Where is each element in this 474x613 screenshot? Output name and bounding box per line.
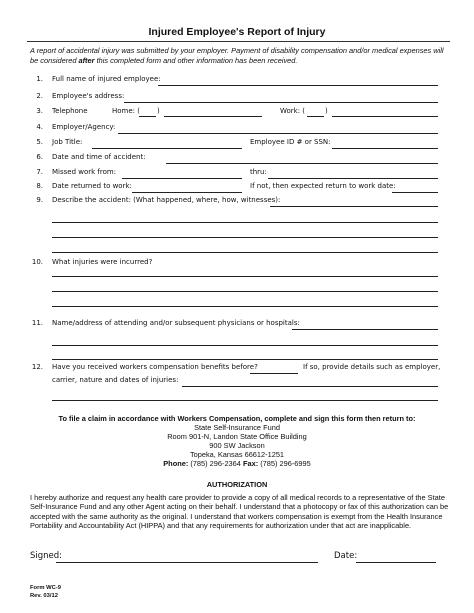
q3-work-number[interactable] xyxy=(332,116,438,117)
q7-number: 7. xyxy=(36,168,43,176)
intro-emphasis: after xyxy=(78,56,95,65)
fax-label: Fax: xyxy=(242,459,259,468)
q10-number: 10. xyxy=(31,258,43,266)
q9-number: 9. xyxy=(36,196,43,204)
q5-id-label: Employee ID # or SSN: xyxy=(250,138,331,146)
q11-input-line-3[interactable] xyxy=(52,359,438,360)
q11-label: Name/address of attending and/or subsequent physicians or hospitals: xyxy=(52,319,300,327)
q4-input-line[interactable] xyxy=(118,133,438,134)
q11-input-line-1[interactable] xyxy=(292,329,438,330)
q10-input-line-2[interactable] xyxy=(52,291,438,292)
q9-input-line-2[interactable] xyxy=(52,222,438,223)
q12-input-line-2[interactable] xyxy=(52,400,438,401)
return-address-line-4: Topeka, Kansas 66612-1251 xyxy=(189,450,285,459)
q6-number: 6. xyxy=(36,153,43,161)
return-address-line-3: 900 SW Jackson xyxy=(209,441,265,450)
q11-number: 11. xyxy=(31,319,43,327)
q5-id-input-line[interactable] xyxy=(332,148,438,149)
return-address-line-1: State Self-Insurance Fund xyxy=(194,423,280,432)
q10-input-line-1[interactable] xyxy=(52,276,438,277)
q4-label: Employer/Agency: xyxy=(52,123,116,131)
revision-date: Rev. 03/12 xyxy=(30,593,58,599)
q5-job-title-line[interactable] xyxy=(92,148,242,149)
q1-label: Full name of injured employee: xyxy=(52,75,161,83)
q8-return-date-line[interactable] xyxy=(132,192,242,193)
q12-yes-no-line[interactable] xyxy=(250,373,298,374)
q8-expected-date-line[interactable] xyxy=(392,192,438,193)
q3-work-label: Work: ( xyxy=(280,107,306,115)
q3-home-area-code[interactable] xyxy=(139,116,156,117)
q3-home-number[interactable] xyxy=(164,116,262,117)
q9-input-line-4[interactable] xyxy=(52,252,438,253)
return-instruction: To file a claim in accordance with Workers Compensation, complete and sign this form then return to: xyxy=(58,414,416,423)
return-address-line-2: Room 901-N, Landon State Office Building xyxy=(167,432,307,441)
title-divider xyxy=(27,41,450,42)
q6-input-line[interactable] xyxy=(166,163,438,164)
form-title: Injured Employee's Report of Injury xyxy=(148,26,326,38)
q12-label-line2: carrier, nature and dates of injuries: xyxy=(52,376,179,384)
authorization-text: I hereby authorize and request any health care provider to provide a copy of all medical records to a representative of the State Self-Insurance Fund and any other Agent acting on their behalf. I understand that a photocopy or fax of this authorization can be accepted with the same authority as the original. I understand that workers compensation is exempt from the Health Insurance Portability and Accountability Act (HIPPA) and that any requirements for authorization under that act are inapplicable. xyxy=(30,493,449,531)
phone-number: (785) 296-2364 xyxy=(188,459,243,468)
intro-part2: this completed form and other information has been received. xyxy=(94,56,298,65)
signature-line[interactable] xyxy=(56,562,318,563)
q3-work-area-code[interactable] xyxy=(307,116,324,117)
q7-thru-label: thru: xyxy=(250,168,267,176)
q10-input-line-3[interactable] xyxy=(52,306,438,307)
q6-label: Date and time of accident: xyxy=(52,153,146,161)
q3-work-close: ) xyxy=(325,107,328,115)
date-label: Date: xyxy=(334,551,358,561)
q12-number: 12. xyxy=(31,363,43,371)
phone-label: Phone: xyxy=(163,459,189,468)
q8-number: 8. xyxy=(36,182,43,190)
q9-input-line-3[interactable] xyxy=(52,237,438,238)
intro-text xyxy=(30,46,450,66)
q3-number: 3. xyxy=(36,107,43,115)
q3-home-label: Home: ( xyxy=(112,107,140,115)
q11-input-line-2[interactable] xyxy=(52,345,438,346)
q9-input-line-1[interactable] xyxy=(270,206,438,207)
q12-input-line-1[interactable] xyxy=(182,386,438,387)
q2-number: 2. xyxy=(36,92,43,100)
q1-input-line[interactable] xyxy=(158,85,438,86)
signed-label: Signed: xyxy=(30,551,63,561)
date-line[interactable] xyxy=(356,562,436,563)
authorization-heading: AUTHORIZATION xyxy=(206,480,268,489)
q8-if-not-label: If not, then expected return to work date: xyxy=(250,182,396,190)
q12-if-so-label: If so, provide details such as employer, xyxy=(303,363,441,371)
q2-label: Employee's address: xyxy=(52,92,125,100)
q4-number: 4. xyxy=(36,123,43,131)
q3-home-close: ) xyxy=(157,107,160,115)
q10-label: What injuries were incurred? xyxy=(52,258,153,266)
q3-label: Telephone xyxy=(52,107,88,115)
q5-number: 5. xyxy=(36,138,43,146)
form-number: Form WC-9 xyxy=(30,585,61,591)
q7-thru-line[interactable] xyxy=(268,178,438,179)
q12-label: Have you received workers compensation benefits before? xyxy=(52,363,258,371)
q9-label: Describe the accident: (What happened, where, how, witnesses): xyxy=(52,196,281,204)
q8-label: Date returned to work: xyxy=(52,182,132,190)
q1-number: 1. xyxy=(36,75,43,83)
q7-from-line[interactable] xyxy=(122,178,242,179)
q2-input-line[interactable] xyxy=(124,102,438,103)
q7-label: Missed work from: xyxy=(52,168,117,176)
intro-part1: A report of accidental injury was submitted by your employer. Payment of disability compensation and/or medical expenses will be considered xyxy=(30,46,444,65)
fax-number: (785) 296-6995 xyxy=(258,459,311,468)
return-phone-fax xyxy=(0,459,474,468)
q5-label: Job Title: xyxy=(52,138,83,146)
